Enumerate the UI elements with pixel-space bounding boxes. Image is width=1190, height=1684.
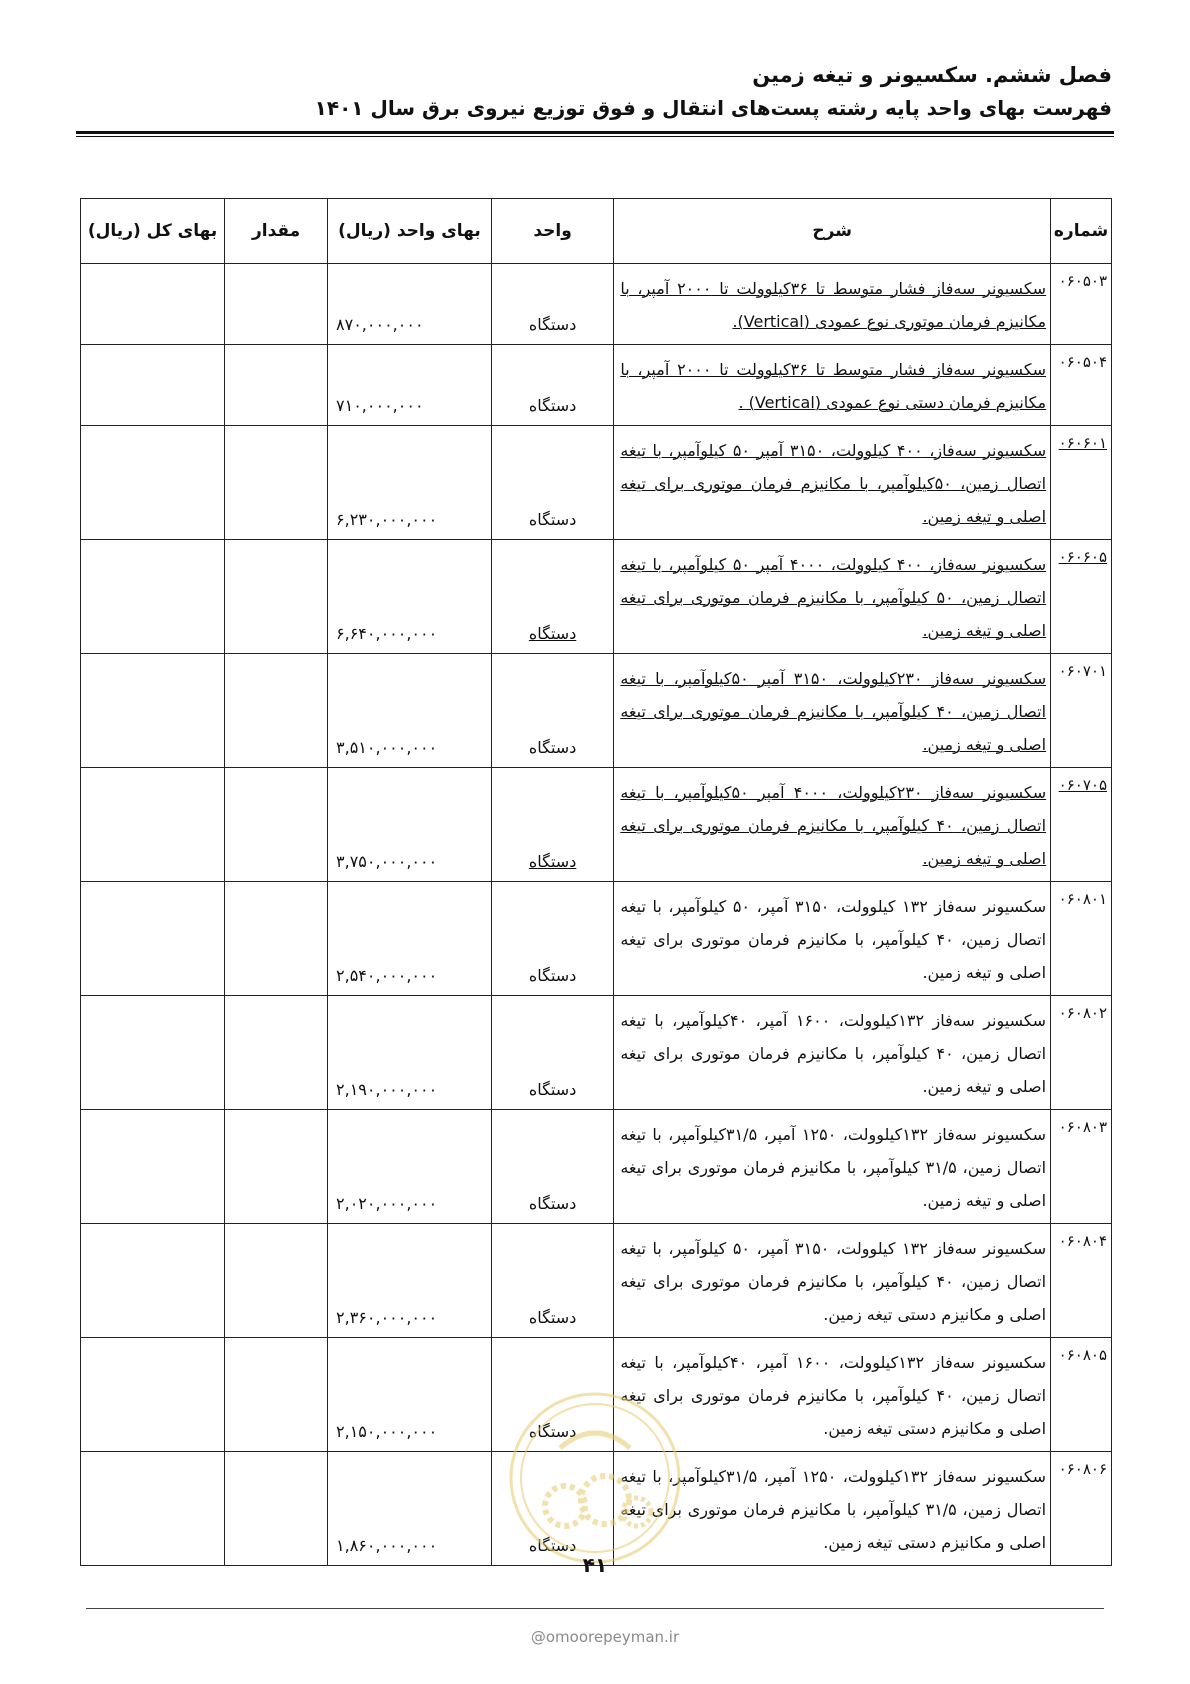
row-quantity <box>225 540 328 654</box>
row-description: سکسیونر سه‌فاز ۱۳۲ کیلوولت، ۳۱۵۰ آمپر، ۵۰ کیلوآمپر، با تیغه اتصال زمین، ۴۰ کیلوآمپر، با مکانیزم فرمان موتوری برای تیغه اصلی و تیغه زمین. <box>614 882 1051 996</box>
website-watermark: @omoorepeyman.ir <box>530 1628 680 1646</box>
row-unit-price: ۲,۳۶۰,۰۰۰,۰۰۰ <box>328 1224 492 1338</box>
row-code: ۰۶۰۵۰۳ <box>1051 264 1112 345</box>
row-unit: دستگاه <box>491 540 613 654</box>
row-unit: دستگاه <box>491 1452 613 1566</box>
table-row <box>81 426 1112 540</box>
row-unit: دستگاه <box>491 996 613 1110</box>
row-code: ۰۶۰۸۰۳ <box>1051 1110 1112 1224</box>
row-unit-price: ۷۱۰,۰۰۰,۰۰۰ <box>328 345 492 426</box>
row-unit: دستگاه <box>491 345 613 426</box>
header-rule-thin <box>76 136 1114 137</box>
row-quantity <box>225 1224 328 1338</box>
row-code: ۰۶۰۵۰۴ <box>1051 345 1112 426</box>
row-unit: دستگاه <box>491 1224 613 1338</box>
row-quantity <box>225 264 328 345</box>
row-total <box>81 1224 225 1338</box>
row-total <box>81 768 225 882</box>
row-unit-price: ۶,۶۴۰,۰۰۰,۰۰۰ <box>328 540 492 654</box>
header-quantity: مقدار <box>225 199 328 264</box>
header-description: شرح <box>614 199 1051 264</box>
row-description: سکسیونر سه‌فاز، ۴۰۰ کیلوولت، ۴۰۰۰ آمپر ۵۰ کیلوآمپر، با تیغه اتصال زمین، ۵۰ کیلوآمپر، با مکانیزم فرمان موتوری برای تیغه اصلی و تیغه زمین. <box>614 540 1051 654</box>
footer-rule <box>86 1608 1104 1609</box>
row-unit: دستگاه <box>491 882 613 996</box>
table-row <box>81 1224 1112 1338</box>
row-code: ۰۶۰۸۰۶ <box>1051 1452 1112 1566</box>
row-total <box>81 345 225 426</box>
table-header-row <box>81 199 1112 264</box>
header-unit-price: بهای واحد (ریال) <box>328 199 492 264</box>
row-unit-price: ۲,۵۴۰,۰۰۰,۰۰۰ <box>328 882 492 996</box>
row-quantity <box>225 1110 328 1224</box>
table-row <box>81 654 1112 768</box>
row-description: سکسیونر سه‌فاز ۱۳۲کیلوولت، ۱۲۵۰ آمپر، ۳۱/۵کیلوآمپر، با تیغه اتصال زمین، ۳۱/۵ کیلوآمپر، با مکانیزم فرمان موتوری برای تیغه اصلی و مکانیزم دستی تیغه زمین. <box>614 1452 1051 1566</box>
row-quantity <box>225 426 328 540</box>
row-unit-price: ۳,۵۱۰,۰۰۰,۰۰۰ <box>328 654 492 768</box>
table-row <box>81 768 1112 882</box>
row-code: ۰۶۰۶۰۵ <box>1051 540 1112 654</box>
row-unit-price: ۶,۲۳۰,۰۰۰,۰۰۰ <box>328 426 492 540</box>
row-code: ۰۶۰۸۰۲ <box>1051 996 1112 1110</box>
row-quantity <box>225 882 328 996</box>
row-code: ۰۶۰۸۰۵ <box>1051 1338 1112 1452</box>
header-code: شماره <box>1051 199 1112 264</box>
row-description: سکسیونر سه‌فاز ۱۳۲کیلوولت، ۱۶۰۰ آمپر، ۴۰کیلوآمپر، با تیغه اتصال زمین، ۴۰ کیلوآمپر، با مکانیزم فرمان موتوری برای تیغه اصلی و تیغه زمین. <box>614 996 1051 1110</box>
chapter-title: فصل ششم. سکسیونر و تیغه زمین <box>752 63 1112 87</box>
row-total <box>81 1338 225 1452</box>
price-list-table <box>80 198 1112 1566</box>
row-unit-price: ۲,۱۵۰,۰۰۰,۰۰۰ <box>328 1338 492 1452</box>
row-quantity <box>225 654 328 768</box>
page-number: ۴۱ <box>582 1553 608 1577</box>
table-row <box>81 882 1112 996</box>
row-unit: دستگاه <box>491 426 613 540</box>
row-total <box>81 996 225 1110</box>
row-quantity <box>225 768 328 882</box>
table-row <box>81 1452 1112 1566</box>
row-total <box>81 264 225 345</box>
row-quantity <box>225 345 328 426</box>
table-row <box>81 345 1112 426</box>
row-unit-price: ۲,۱۹۰,۰۰۰,۰۰۰ <box>328 996 492 1110</box>
row-quantity <box>225 1452 328 1566</box>
row-description: سکسیونر سه‌فاز ۲۳۰کیلوولت، ۴۰۰۰ آمپر ۵۰کیلوآمپر، با تیغه اتصال زمین، ۴۰ کیلوآمپر، با مکانیزم فرمان موتوری برای تیغه اصلی و تیغه زمین. <box>614 768 1051 882</box>
header-rule-thick <box>76 131 1114 134</box>
table-row <box>81 1338 1112 1452</box>
row-code: ۰۶۰۸۰۴ <box>1051 1224 1112 1338</box>
table-row <box>81 1110 1112 1224</box>
row-code: ۰۶۰۸۰۱ <box>1051 882 1112 996</box>
row-unit: دستگاه <box>491 768 613 882</box>
page-header <box>72 58 1112 124</box>
row-unit: دستگاه <box>491 1338 613 1452</box>
row-total <box>81 1110 225 1224</box>
header-total-price: بهای کل (ریال) <box>81 199 225 264</box>
row-total <box>81 882 225 996</box>
row-quantity <box>225 996 328 1110</box>
row-description: سکسیونر سه‌فاز ۱۳۲ کیلوولت، ۳۱۵۰ آمپر، ۵۰ کیلوآمپر، با تیغه اتصال زمین، ۴۰ کیلوآمپر، با مکانیزم فرمان موتوری برای تیغه اصلی و مکانیزم دستی تیغه زمین. <box>614 1224 1051 1338</box>
row-unit: دستگاه <box>491 654 613 768</box>
row-description: سکسیونر سه‌فاز، ۴۰۰ کیلوولت، ۳۱۵۰ آمپر ۵۰ کیلوآمپر، با تیغه اتصال زمین، ۵۰کیلوآمپر، با مکانیزم فرمان موتوری برای تیغه اصلی و تیغه زمین. <box>614 426 1051 540</box>
row-description: سکسیونر سه‌فاز ۱۳۲کیلوولت، ۱۲۵۰ آمپر، ۳۱/۵کیلوآمپر، با تیغه اتصال زمین، ۳۱/۵ کیلوآمپر، با مکانیزم فرمان موتوری برای تیغه اصلی و تیغه زمین. <box>614 1110 1051 1224</box>
row-unit-price: ۲,۰۲۰,۰۰۰,۰۰۰ <box>328 1110 492 1224</box>
row-code: ۰۶۰۷۰۱ <box>1051 654 1112 768</box>
row-total <box>81 654 225 768</box>
row-description: سکسیونر سه‌فاز فشار متوسط تا ۳۶کیلوولت تا ۲۰۰۰ آمپر، با مکانیزم فرمان دستی نوع عمودی (Vertical) . <box>614 345 1051 426</box>
row-description: سکسیونر سه‌فاز ۱۳۲کیلوولت، ۱۶۰۰ آمپر، ۴۰کیلوآمپر، با تیغه اتصال زمین، ۴۰ کیلوآمپر، با مکانیزم فرمان موتوری برای تیغه اصلی و مکانیزم دستی تیغه زمین. <box>614 1338 1051 1452</box>
table-row <box>81 264 1112 345</box>
row-unit: دستگاه <box>491 264 613 345</box>
row-unit-price: ۱,۸۶۰,۰۰۰,۰۰۰ <box>328 1452 492 1566</box>
row-quantity <box>225 1338 328 1452</box>
row-unit: دستگاه <box>491 1110 613 1224</box>
row-total <box>81 426 225 540</box>
table-row <box>81 540 1112 654</box>
table-row <box>81 996 1112 1110</box>
row-description: سکسیونر سه‌فاز ۲۳۰کیلوولت، ۳۱۵۰ آمپر ۵۰کیلوآمپر، با تیغه اتصال زمین، ۴۰ کیلوآمپر، با مکانیزم فرمان موتوری برای تیغه اصلی و تیغه زمین. <box>614 654 1051 768</box>
row-total <box>81 540 225 654</box>
row-unit-price: ۸۷۰,۰۰۰,۰۰۰ <box>328 264 492 345</box>
row-total <box>81 1452 225 1566</box>
document-subtitle: فهرست بهای واحد پایه رشته پست‌های انتقال و فوق توزیع نیروی برق سال ۱۴۰۱ <box>314 96 1112 120</box>
row-unit-price: ۳,۷۵۰,۰۰۰,۰۰۰ <box>328 768 492 882</box>
row-code: ۰۶۰۶۰۱ <box>1051 426 1112 540</box>
header-unit: واحد <box>491 199 613 264</box>
row-description: سکسیونر سه‌فاز فشار متوسط تا ۳۶کیلوولت تا ۲۰۰۰ آمپر، با مکانیزم فرمان موتوری نوع عمودی (Vertical). <box>614 264 1051 345</box>
row-code: ۰۶۰۷۰۵ <box>1051 768 1112 882</box>
